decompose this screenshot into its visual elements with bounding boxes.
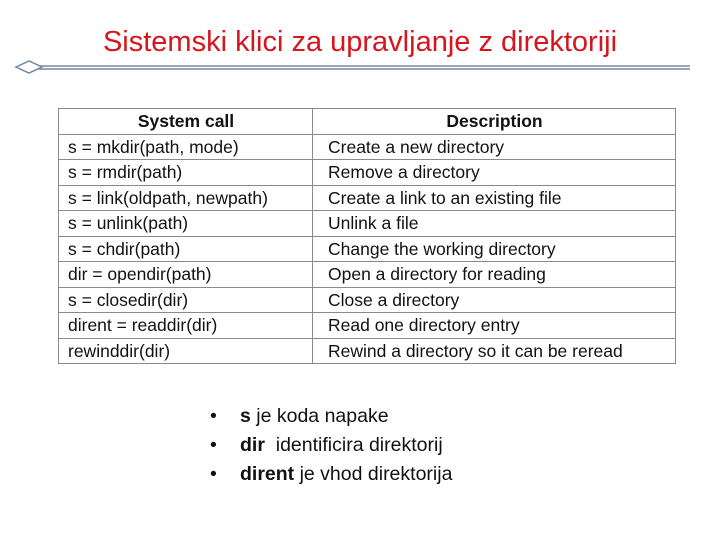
cell-description: Rewind a directory so it can be reread: [313, 338, 676, 364]
cell-description: Unlink a file: [313, 211, 676, 237]
bullet: •: [210, 434, 217, 456]
note-text: identificira direktorij: [264, 434, 443, 456]
cell-call: s = rmdir(path): [59, 160, 313, 186]
cell-description: Create a link to an existing file: [313, 185, 676, 211]
cell-description: Create a new directory: [313, 134, 676, 160]
table-row: [59, 338, 676, 364]
slide-title: Sistemski klici za upravljanje z direktoriji: [102, 26, 618, 58]
notes-list: [210, 402, 452, 489]
table-row: [59, 236, 676, 262]
cell-call: s = chdir(path): [59, 236, 313, 262]
note-term: dirent: [240, 463, 295, 485]
cell-description: Remove a directory: [313, 160, 676, 186]
note-term: s: [240, 405, 251, 427]
list-item: [210, 402, 452, 431]
diamond-rule-icon: [14, 60, 690, 74]
cell-description: Read one directory entry: [313, 313, 676, 339]
note-text: je koda napake: [250, 405, 389, 427]
table-row: [59, 262, 676, 288]
cell-call: dir = opendir(path): [59, 262, 313, 288]
note-term: dir: [240, 434, 265, 456]
cell-call: dirent = readdir(dir): [59, 313, 313, 339]
table-row: [59, 134, 676, 160]
table-row: [59, 211, 676, 237]
cell-call: s = mkdir(path, mode): [59, 134, 313, 160]
note-text: je vhod direktorija: [294, 463, 453, 485]
bullet: •: [210, 405, 217, 427]
cell-description: Open a directory for reading: [313, 262, 676, 288]
table-row: [59, 160, 676, 186]
table-row: [59, 313, 676, 339]
cell-description: Change the working directory: [313, 236, 676, 262]
cell-call: s = link(oldpath, newpath): [59, 185, 313, 211]
system-call-table: [58, 108, 676, 364]
list-item: [210, 431, 452, 460]
list-item: [210, 460, 452, 489]
header-system-call: System call: [59, 109, 313, 135]
cell-description: Close a directory: [313, 287, 676, 313]
table-row: [59, 185, 676, 211]
cell-call: s = unlink(path): [59, 211, 313, 237]
table-row: [59, 287, 676, 313]
header-description: Description: [313, 109, 676, 135]
table-header-row: [59, 109, 676, 135]
cell-call: rewinddir(dir): [59, 338, 313, 364]
bullet: •: [210, 463, 217, 485]
cell-call: s = closedir(dir): [59, 287, 313, 313]
